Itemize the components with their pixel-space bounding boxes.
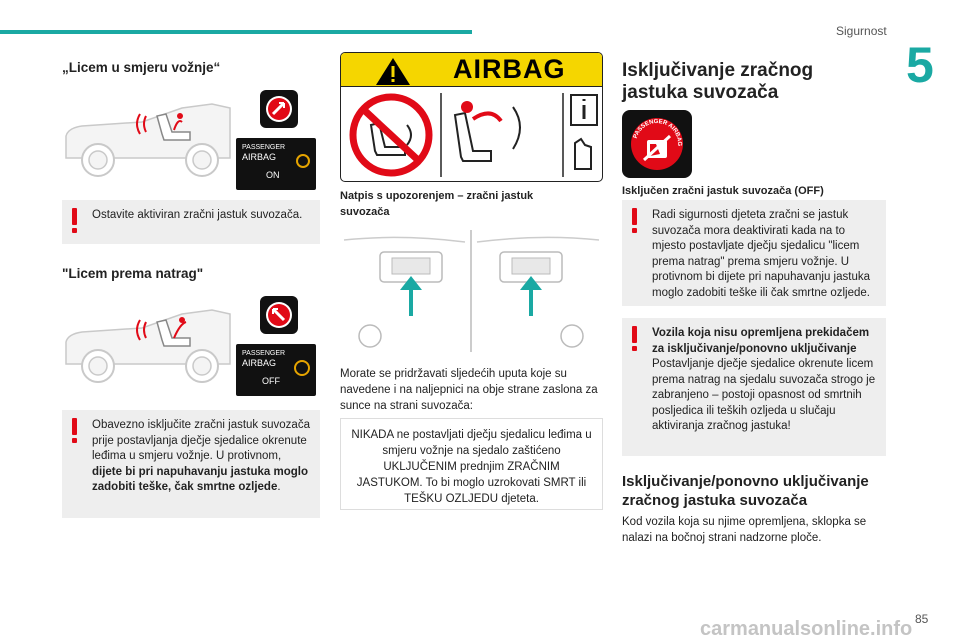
airbag-warning-label — [340, 52, 603, 182]
facing-forward-title: „Licem u smjeru vožnje“ — [62, 60, 221, 75]
warning-exclamation-icon-2 — [72, 418, 77, 435]
airbag-indicator-icon — [294, 360, 310, 376]
chapter-number: 5 — [906, 37, 934, 93]
tag-back-line1: PASSENGER — [242, 350, 286, 357]
switch-subtitle: Isključivanje/ponovno uključivanje zračnog jastuka suvozača — [622, 473, 869, 509]
notice-box: NIKADA ne postavljati dječju sjedalicu leđima u smjeru vožnje na sjedalo zaštićeno UKLJUČENIM prednjim ZRAČNIM JASTUKOM. To bi moglo uzrokovati SMRT ili TEŠKU OZLJEDU djeteta. — [340, 418, 603, 510]
tag-forward-line3: ON — [266, 170, 280, 180]
warning-exclamation-icon-3 — [632, 208, 637, 225]
warning-back-end: . — [277, 481, 281, 493]
airbag-banner — [341, 53, 602, 87]
airbag-pictograms — [341, 87, 603, 182]
warning-box-child-safety — [622, 200, 886, 306]
header-accent-bar — [0, 30, 472, 34]
watermark: carmanualsonline.info — [700, 618, 913, 640]
warning-exclamation-icon — [72, 208, 77, 225]
not-equipped-text: Postavljanje dječje sjedalice okrenute licem prema natrag na sjedalu suvozača strogo je zabranjeno – postoji opasnost od smrtnih posljedica ili teških ozljeda u slučaju aktiviranja zračnog jastuka! — [652, 358, 876, 432]
tag-back-line3: OFF — [262, 376, 280, 386]
airbag-banner-text: AIRBAG — [453, 54, 566, 84]
label-caption: Natpis s upozorenjem – zračni jastuk suvozača — [340, 190, 534, 218]
lamp-text: PASSENGER AIRBAG — [632, 118, 683, 147]
facing-back-title: "Licem prema natrag" — [62, 266, 204, 281]
not-equipped-bold: Vozila koja nisu opremljena prekidačem za isključivanje/ponovno uključivanje — [652, 327, 870, 355]
warning-box-not-equipped — [622, 318, 886, 456]
switch-location-text: Kod vozila koja su njime opremljena, sklopka se nalazi na bočnoj strani nadzorne ploče. — [622, 516, 867, 544]
warning-exclamation-icon-4 — [632, 326, 637, 343]
switch-dial-icon — [260, 90, 298, 128]
warning-back-text: Obavezno isključite zračni jastuk suvozača prije postavljanja dječje sjedalice okrenute leđima u smjeru vožnje. U protivnom, — [92, 419, 310, 462]
warning-triangle-icon — [373, 55, 413, 87]
tag-back-line2: AIRBAG — [242, 358, 277, 368]
lamp-caption: Isključen zračni jastuk suvozača (OFF) — [622, 185, 824, 197]
warning-box-forward — [62, 200, 320, 244]
passenger-airbag-on-tag — [236, 138, 316, 190]
sun-visor-illustration — [340, 226, 603, 356]
switch-dial-off-icon — [260, 296, 298, 334]
tag-forward-line1: PASSENGER — [242, 144, 286, 151]
instruction-text: Morate se pridržavati sljedećih uputa koje su navedene i na naljepnici na obje strane zaslona za sunce na strani suvozača: — [340, 368, 598, 412]
warning-box-back — [62, 410, 320, 518]
passenger-airbag-off-tag — [236, 344, 316, 396]
airbag-switch-off-icon — [260, 296, 298, 334]
passenger-airbag-off-lamp — [622, 110, 692, 178]
child-safety-text: Radi sigurnosti djeteta zračni se jastuk suvozača mora deaktivirati kada na to mjesto postavljate dječju sjedalicu "licem prema natrag" prema smjeru vožnje. U protivnom bi dijete pri napuhavanju jastuka moglo zadobiti teške ili čak smrtne ozljede. — [652, 209, 870, 299]
airbag-switch-on-icon — [260, 90, 298, 128]
page-number: 85 — [915, 612, 929, 626]
warning-back-bold: dijete bi pri napuhavanju jastuka moglo zadobiti teške, čak smrtne ozljede — [92, 465, 308, 493]
airbag-off-lamp-icon — [622, 110, 692, 178]
child-seat-disabled-icon — [296, 154, 310, 168]
warning-forward-text: Ostavite aktiviran zračni jastuk suvozača. — [92, 209, 303, 221]
tag-forward-line2: AIRBAG — [242, 152, 277, 162]
deactivation-title: Isključivanje zračnog jastuka suvozača — [622, 60, 814, 103]
sun-visor-figure — [340, 226, 603, 356]
section-title: Sigurnost — [836, 24, 887, 38]
